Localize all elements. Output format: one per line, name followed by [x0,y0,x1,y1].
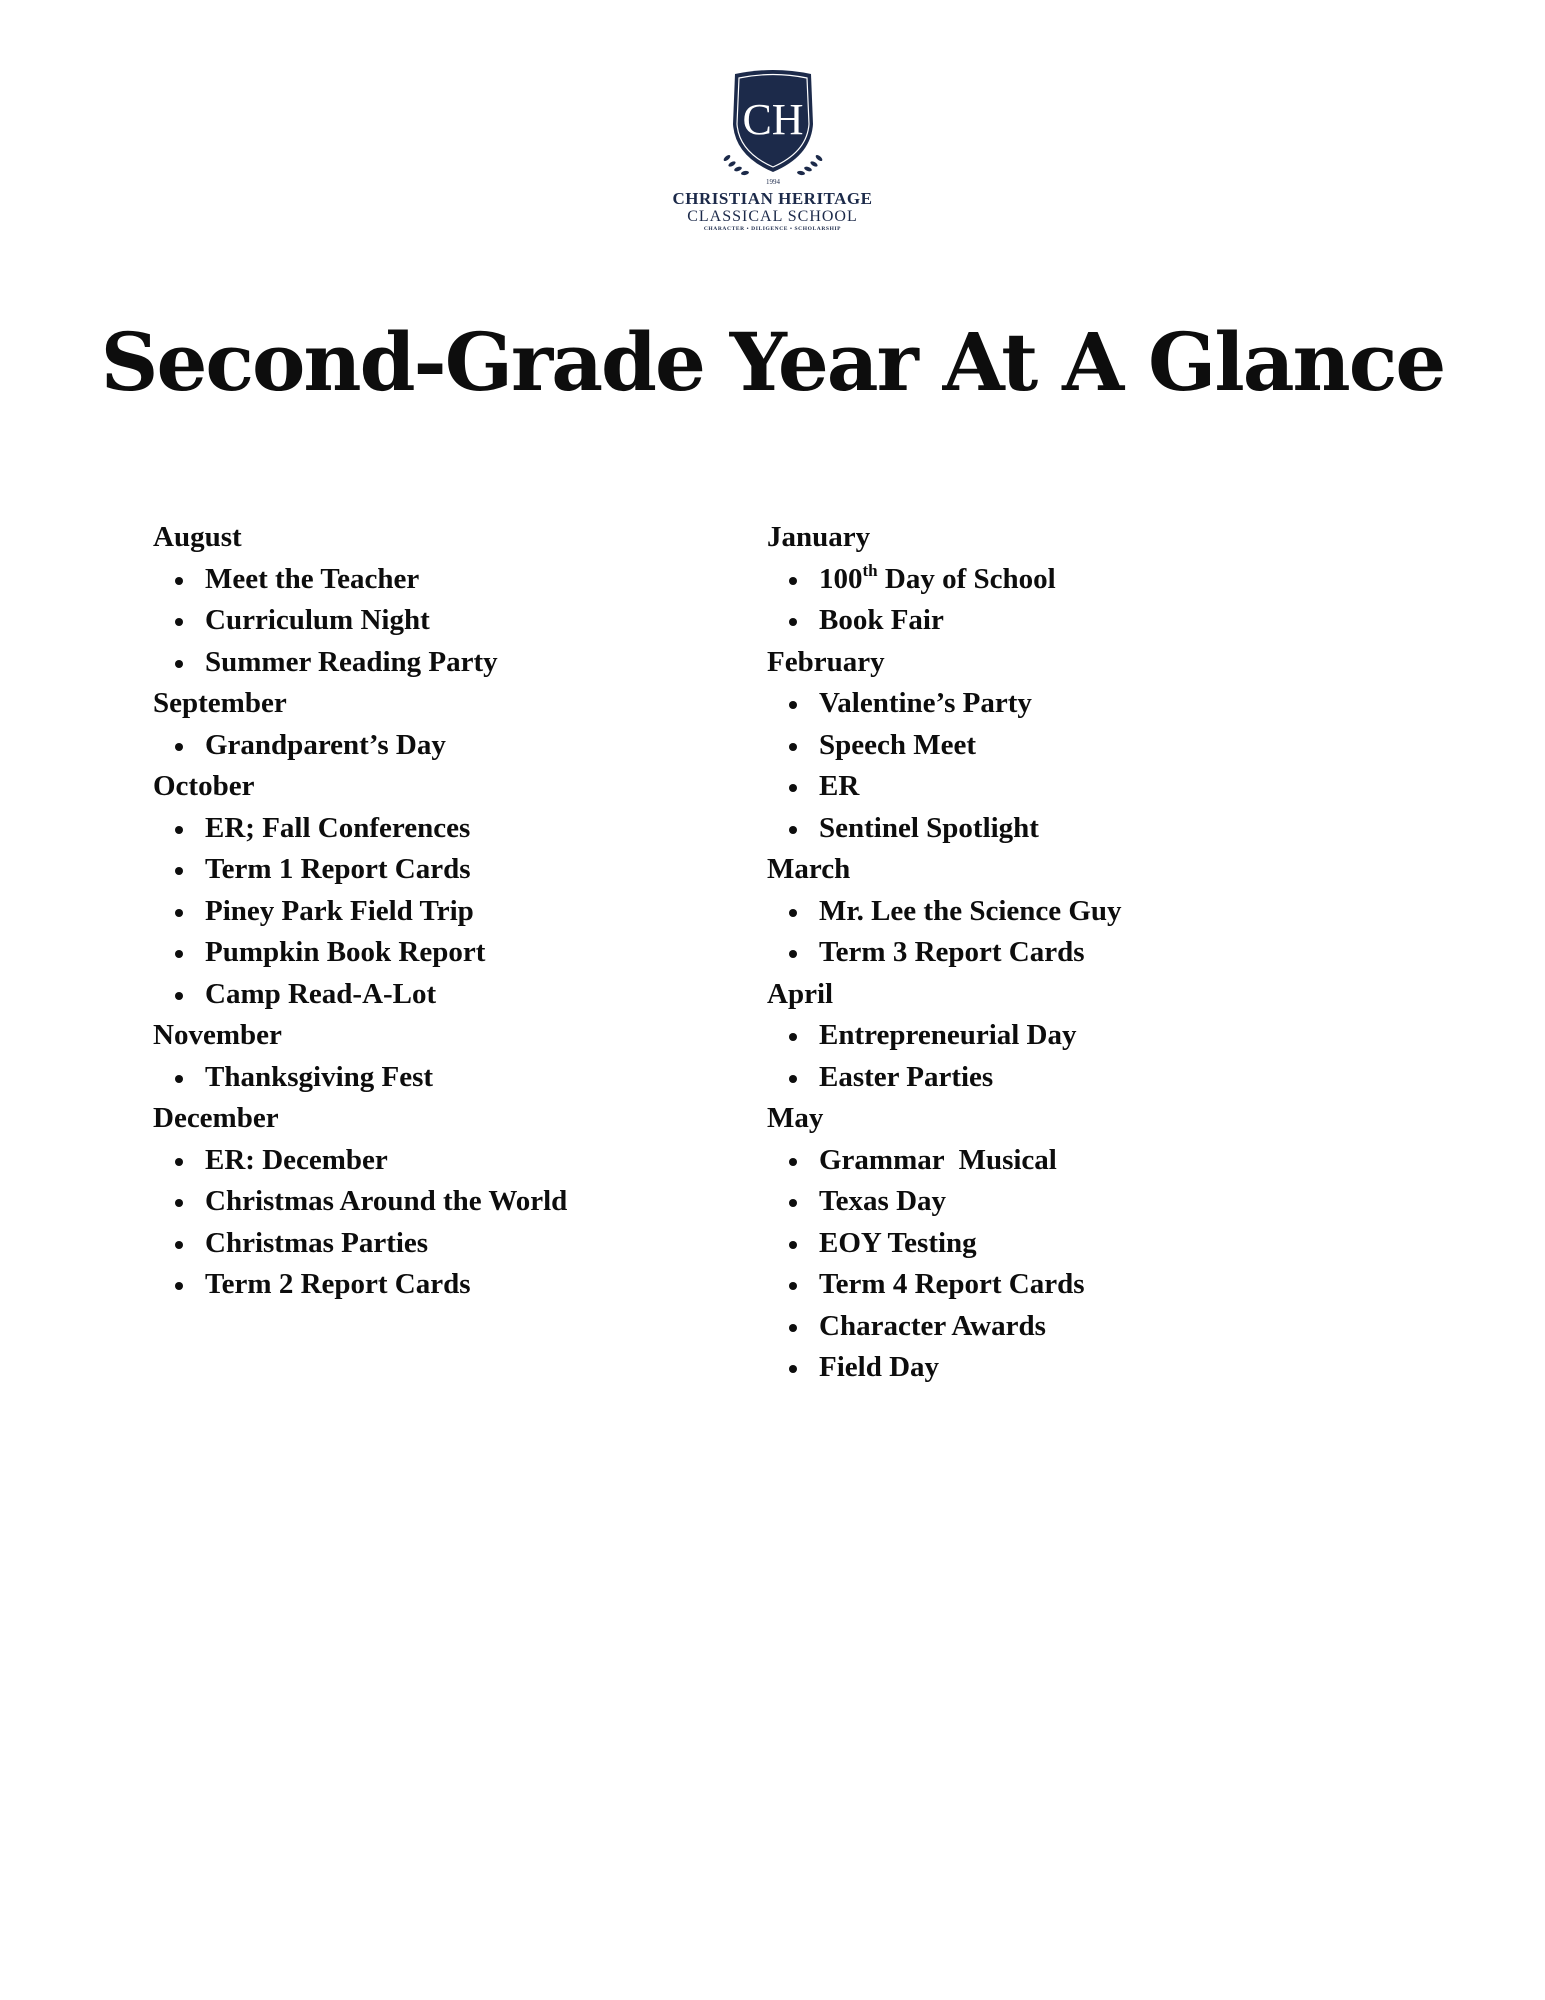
event-item: Speech Meet [767,725,1387,767]
event-list [767,1140,1387,1389]
bullet-icon [789,826,797,834]
month-heading: November [153,1019,282,1051]
school-subtitle: CLASSICAL SCHOOL [687,208,858,225]
event-item: Curriculum Night [153,600,773,642]
month-heading: January [767,521,871,553]
event-item: Christmas Parties [153,1223,773,1265]
event-item: Term 2 Report Cards [153,1264,773,1306]
month-block-august [153,517,773,683]
bullet-icon [789,1324,797,1332]
month-block-october [153,766,773,1015]
month-heading: February [767,645,885,678]
bullet-icon [175,867,183,875]
event-item: Summer Reading Party [153,642,773,684]
event-item: Camp Read-A-Lot [153,974,773,1016]
event-item: Grandparent’s Day [153,725,773,767]
event-list [153,1057,773,1099]
bullet-icon [175,1241,183,1249]
bullet-icon [789,1199,797,1207]
bullet-icon [175,577,183,585]
event-list [153,808,773,1016]
bullet-icon [175,992,183,1000]
bullet-icon [789,1241,797,1249]
event-item: Thanksgiving Fest [153,1057,773,1099]
event-item: Easter Parties [767,1057,1387,1099]
bullet-icon [789,784,797,792]
bullet-icon [789,577,797,585]
month-block-may [767,1098,1387,1389]
school-crest-icon [713,68,833,188]
event-item: Christmas Around the World [153,1181,773,1223]
event-item: ER; Fall Conferences [153,808,773,850]
month-heading: September [153,687,287,719]
bullet-icon [175,1075,183,1083]
bullet-icon [789,701,797,709]
event-item: ER [767,766,1387,808]
event-item: Mr. Lee the Science Guy [767,891,1387,933]
event-item: Term 3 Report Cards [767,932,1387,974]
event-list [767,891,1387,974]
bullet-icon [789,950,797,958]
school-name: CHRISTIAN HERITAGE [672,189,873,208]
month-heading: December [153,1102,279,1134]
bullet-icon [789,1365,797,1373]
month-block-january [767,517,1387,642]
month-heading: March [767,853,851,885]
month-block-february [767,642,1387,850]
event-item: Piney Park Field Trip [153,891,773,933]
bullet-icon [175,909,183,917]
calendar-left-column [153,517,773,1306]
crest-monogram: CH [741,95,804,144]
crest-year: 1994 [765,178,780,186]
event-list [153,725,773,767]
bullet-icon [175,1199,183,1207]
month-block-september [153,683,773,766]
event-item: Book Fair [767,600,1387,642]
event-list [767,1015,1387,1098]
bullet-icon [175,618,183,626]
event-item: Texas Day [767,1181,1387,1223]
event-item: ER: December [153,1140,773,1182]
event-item: Term 1 Report Cards [153,849,773,891]
school-motto: CHARACTER • DILIGENCE • SCHOLARSHIP [703,226,842,232]
bullet-icon [175,826,183,834]
bullet-icon [789,1033,797,1041]
bullet-icon [789,618,797,626]
event-list [153,559,773,684]
bullet-icon [789,1282,797,1290]
bullet-icon [789,1075,797,1083]
calendar-right-column [767,517,1387,1389]
event-item: Entrepreneurial Day [767,1015,1387,1057]
school-logo [0,68,1545,234]
month-block-november [153,1015,773,1098]
event-item: 100th Day of School [767,559,1387,601]
event-item: EOY Testing [767,1223,1387,1265]
bullet-icon [175,743,183,751]
event-item: Sentinel Spotlight [767,808,1387,850]
event-list [153,1140,773,1306]
event-item: Valentine’s Party [767,683,1387,725]
month-block-march [767,849,1387,974]
month-heading: April [767,977,834,1010]
month-block-december [153,1098,773,1306]
bullet-icon [175,950,183,958]
event-list [767,559,1387,642]
event-item: Pumpkin Book Report [153,932,773,974]
bullet-icon [175,1282,183,1290]
month-heading: October [153,770,255,802]
bullet-icon [175,660,183,668]
bullet-icon [175,1158,183,1166]
event-list [767,683,1387,849]
event-item: Meet the Teacher [153,559,773,601]
bullet-icon [789,909,797,917]
event-item: Character Awards [767,1306,1387,1348]
bullet-icon [789,1158,797,1166]
bullet-icon [789,743,797,751]
month-block-april [767,974,1387,1099]
event-item: Grammar Musical [767,1140,1387,1182]
month-heading: May [767,1102,824,1134]
page-title: Second-Grade Year At A Glance [100,315,1445,409]
month-heading: August [153,521,242,553]
event-item: Field Day [767,1347,1387,1389]
event-item: Term 4 Report Cards [767,1264,1387,1306]
